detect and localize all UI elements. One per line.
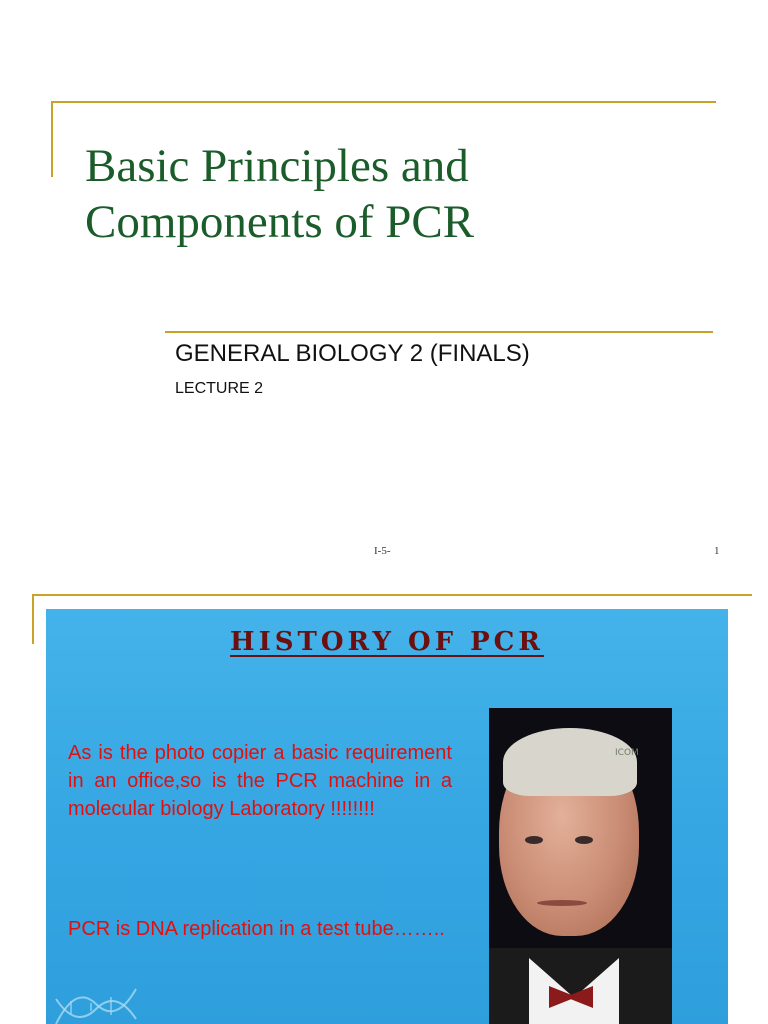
portrait-hair xyxy=(503,728,637,796)
slide2-gold-top-rule xyxy=(32,594,752,596)
lecture-label: LECTURE 2 xyxy=(175,380,264,397)
portrait-eye-right xyxy=(575,836,593,844)
dna-helix-icon xyxy=(46,979,146,1024)
portrait-mouth xyxy=(537,900,587,906)
background-sign-text: ICOM xyxy=(615,748,639,758)
gold-subtitle-rule xyxy=(165,331,713,333)
paragraph-dna-replication: PCR is DNA replication in a test tube…….. xyxy=(68,918,445,940)
gold-top-rule xyxy=(51,101,716,103)
portrait-eye-left xyxy=(525,836,543,844)
slide-title-text xyxy=(85,138,705,250)
title-line-2: Components of PCR xyxy=(85,196,475,248)
history-heading xyxy=(46,627,728,657)
portrait-photo xyxy=(489,708,672,1024)
paragraph-photocopier: As is the photo copier a basic requirement in an office,so is the PCR machine in a molecular biology Laboratory !!!!!!!! xyxy=(68,742,452,820)
footer-label: I-5- xyxy=(374,545,391,557)
history-heading-text: HISTORY OF PCR xyxy=(230,627,544,657)
slide2-gold-left-rule xyxy=(32,594,34,644)
gold-left-rule xyxy=(51,101,53,177)
page-number: 1 xyxy=(714,545,720,557)
title-line-1: Basic Principles and xyxy=(85,140,469,192)
history-slide-image xyxy=(46,609,728,1024)
subtitle: GENERAL BIOLOGY 2 (FINALS) xyxy=(175,340,530,367)
